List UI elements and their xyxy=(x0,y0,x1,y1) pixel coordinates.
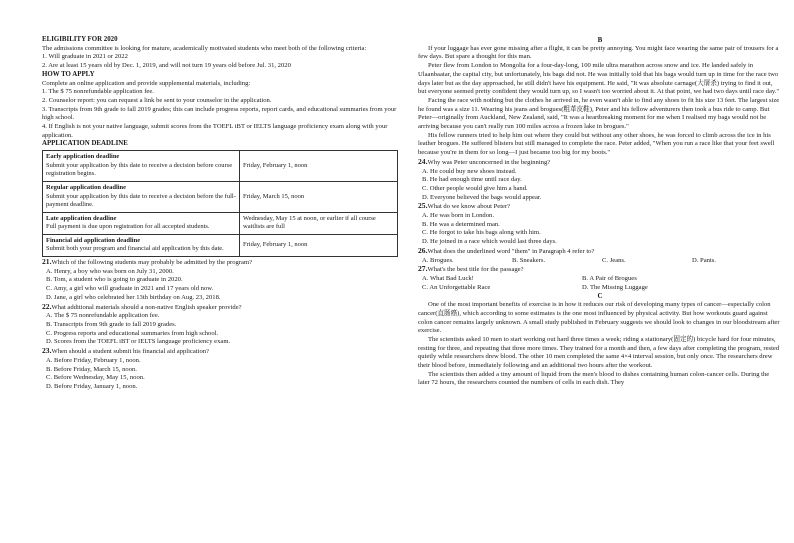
answer-option: D. He joined in a race which would last three days. xyxy=(422,238,557,246)
answer-option: B. He was a determined man. xyxy=(422,220,500,228)
answer-option: B. A Pair of Brogues xyxy=(582,274,637,282)
answer-option: A. Henry, a boy who was born on July 31, 2000. xyxy=(46,267,174,275)
table-row xyxy=(43,234,398,256)
answer-option: A. He could buy new shoes instead. xyxy=(422,167,517,175)
deadline-desc-cell xyxy=(43,181,240,212)
question-text: What's the best title for the passage? xyxy=(427,266,524,274)
deadline-desc: Submit both your program and financial aid application by this date. xyxy=(46,245,224,253)
criteria-item: 2. Are at least 15 years old by Dec. 1, 2019, and will not turn 19 years old before Jul. 31, 2020 xyxy=(42,62,291,70)
question-text: What does the underlined word "them" in Paragraph 4 refer to? xyxy=(427,247,595,255)
question-text: What additional materials should a non-native English speaker provide? xyxy=(51,303,242,311)
eligibility-intro: The admissions committee is looking for mature, academically motivated students who meet both of the following criteria: xyxy=(42,44,367,52)
answer-option: B. Transcripts from 9th grade to fall 2019 grades. xyxy=(46,321,177,328)
question-number: 25. xyxy=(418,201,428,211)
answer-option: B. Sneakers. xyxy=(512,256,546,264)
deadline-desc-cell xyxy=(43,234,240,256)
deadline-desc: Submit your application by this date to receive a decision before the full-payment deadline. xyxy=(46,192,236,209)
passage-paragraph: Peter flew from London to Mongolia for a four-day-long, 100 mile ultra marathon across snow and ice. He landed safely in Ulaanbaatar, the capital city, but unfortunately, his bags did not. He was initially told that his bags would turn up in time for the race two days later but as the day approached, he still didn't have his equipment. He said, "It was absolute carnage(大屠杀) trying to find it out, but everyone seemed pretty confident they would turn up, so I wasn't too worried about it. At that point, we had two days until race day." xyxy=(418,62,780,96)
apply-step: 4. If English is not your native language, submit scores from the TOEFL iBT or IELTS language proficiency exam along with your application. xyxy=(42,123,388,139)
question-text: Which of the following students may probably be admitted by the program? xyxy=(51,259,253,267)
question-text: What do we know about Peter? xyxy=(427,203,511,211)
answer-options-row xyxy=(418,275,782,284)
question-text: When should a student submit his financial aid application? xyxy=(51,348,209,356)
question-number: 24. xyxy=(418,156,428,166)
question-number: 27. xyxy=(418,264,428,274)
question-text: Why was Peter unconcerned in the beginning? xyxy=(427,158,551,166)
answer-option: B. He had enough time until race day. xyxy=(422,176,522,184)
deadline-title: APPLICATION DEADLINE xyxy=(42,140,128,148)
passage-paragraph: If your luggage has ever gone missing after a flight, it can be pretty annoying. You might face wearing the same pair of trousers for a few days. But spare a thought for this man. xyxy=(418,44,779,61)
answer-option: C. Jeans. xyxy=(602,256,626,264)
table-row xyxy=(43,151,398,182)
deadline-date: Friday, February 1, noon xyxy=(240,151,398,182)
passage-paragraph: His fellow runners tried to help him out where they could but without any other shoes, he was forced to climb across the ice in his leather brogues. He suffered blisters but still managed to complete the race. Peter added, "When you run a race like that your feet swell because you're in them for so long—I just became too big for my boots." xyxy=(418,131,775,157)
answer-option: D. Pants. xyxy=(692,256,716,264)
answer-option: D. The Missing Luggage xyxy=(582,283,648,291)
answer-option: D. Jane, a girl who celebrated her 13th birthday on Aug. 23, 2018. xyxy=(46,293,221,301)
question-number: 26. xyxy=(418,245,428,255)
answer-option: A. The $ 75 nonrefundable application fee. xyxy=(46,312,160,320)
section-b-title: B xyxy=(597,36,603,44)
table-row xyxy=(43,212,398,234)
answer-option: A. Before Friday, February 1, noon. xyxy=(46,356,141,364)
answer-option: C. Progress reports and educational summaries from high school. xyxy=(46,329,219,337)
deadline-name: Financial aid application deadline xyxy=(46,236,141,244)
answer-option: C. An Unforgettable Race xyxy=(422,283,491,291)
answer-option: C. He forgot to take his bags along with him. xyxy=(422,229,541,237)
passage-paragraph: One of the most important benefits of exercise is in how it reduces our risk of developing many types of cancer—especially colon cancer(直肠癌), which according to some estimates is the one most influenced by physical activity. But how workouts guard against colon cancer remains largely unknown. A small study published in February suggests we should look to changes in our bloodstream after exercise. xyxy=(418,301,780,335)
apply-title: HOW TO APPLY xyxy=(42,70,95,78)
question-number: 21. xyxy=(42,257,52,267)
deadline-name: Late application deadline xyxy=(46,214,117,222)
section-c-title: C xyxy=(597,292,603,301)
answer-option: C. Other people would give him a hand. xyxy=(422,184,528,192)
answer-option: A. Brogues. xyxy=(422,256,454,264)
passage-paragraph: The scientists asked 10 men to start working out hard three times a week; riding a stationary(固定的) bicycle hard for four minutes, resting for three, and repeating that three more times. They trained for a month and then, a few days after completing the program, rested quietly while researchers drew blood. The other 10 men completed the same 4×4 interval session, but only once. The researchers drew their blood before, immediately following and an additional two hours after the workout. xyxy=(418,335,780,370)
question-24 xyxy=(418,158,782,203)
answer-options-row xyxy=(418,284,782,293)
answer-option: B. Before Friday, March 15, noon. xyxy=(46,365,137,373)
deadline-date: Friday, February 1, noon xyxy=(240,234,398,256)
deadline-date: Friday, March 15, noon xyxy=(240,181,398,212)
question-26 xyxy=(418,247,782,265)
apply-intro: Complete an online application and provide supplemental materials, including: xyxy=(42,79,251,87)
criteria-item: 1. Will graduate in 2021 or 2022 xyxy=(42,53,128,61)
answer-option: A. He was born in London. xyxy=(422,212,494,220)
apply-step: 2. Counselor report: you can request a link be sent to your counselor in the application. xyxy=(42,96,272,104)
question-number: 23. xyxy=(42,346,52,356)
passage-paragraph: Facing the race with nothing but the clothes he arrived in, he even wasn't able to find any shoes to fit his size 13 feet. The largest size he found was a size 11. Wearing his jeans and brogues(粗革皮鞋), Peter and his fellow adventurers then took a bus ride to camp. But Peter—originally from Auckland, New Zealand, said, "It was a heartbreaking moment for me when I realised my bags would not be arriving because you can't really run 100 miles across a frozen lake in brogues." xyxy=(418,96,780,131)
answer-option: D. Everyone believed the bags would appear. xyxy=(422,193,542,201)
question-22 xyxy=(42,303,398,348)
apply-step: 3. Transcripts from 9th grade to fall 2019 grades; this can include progress reports, report cards, and educational summaries from your high school. xyxy=(42,105,397,122)
answer-option: B. Tom, a student who is going to graduate in 2020. xyxy=(46,276,183,284)
answer-option: C. Before Wednesday, May 15, noon. xyxy=(46,374,145,382)
deadline-desc-cell xyxy=(43,212,240,234)
deadline-desc-cell xyxy=(43,151,240,182)
question-21 xyxy=(42,258,398,303)
answer-option: D. Before Friday, January 1, noon. xyxy=(46,382,138,390)
question-23 xyxy=(42,347,398,392)
right-column xyxy=(418,36,782,388)
question-25 xyxy=(418,202,782,247)
answer-options-row xyxy=(418,257,782,266)
question-27 xyxy=(418,265,782,292)
deadline-desc: Full payment is due upon registration for all accepted students. xyxy=(46,223,210,231)
deadline-date: Wednesday, May 15 at noon, or earlier if all course waitlists are full xyxy=(240,212,398,234)
answer-option: D. Scores from the TOEFL iBT or IELTS language proficiency exam. xyxy=(46,338,231,346)
deadline-table xyxy=(42,150,398,257)
deadline-desc: Submit your application by this date to receive a decision before course registration begins. xyxy=(46,161,233,178)
apply-step: 1. The $ 75 nonrefundable application fee. xyxy=(42,88,154,96)
eligibility-title: ELIGIBILITY FOR 2020 xyxy=(42,36,118,43)
deadline-name: Regular application deadline xyxy=(46,183,127,191)
answer-option: A. What Bad Luck! xyxy=(422,274,474,282)
question-number: 22. xyxy=(42,301,52,311)
answer-option: C. Amy, a girl who will graduate in 2021 and 17 years old now. xyxy=(46,285,214,293)
passage-paragraph: The scientists then added a tiny amount of liquid from the men's blood to dishes containing human colon-cancer cells. During the later 72 hours, the researchers counted the numbers of cells in each dish. They xyxy=(418,370,770,387)
table-row xyxy=(43,181,398,212)
left-column xyxy=(42,36,398,392)
deadline-name: Early application deadline xyxy=(46,153,120,161)
